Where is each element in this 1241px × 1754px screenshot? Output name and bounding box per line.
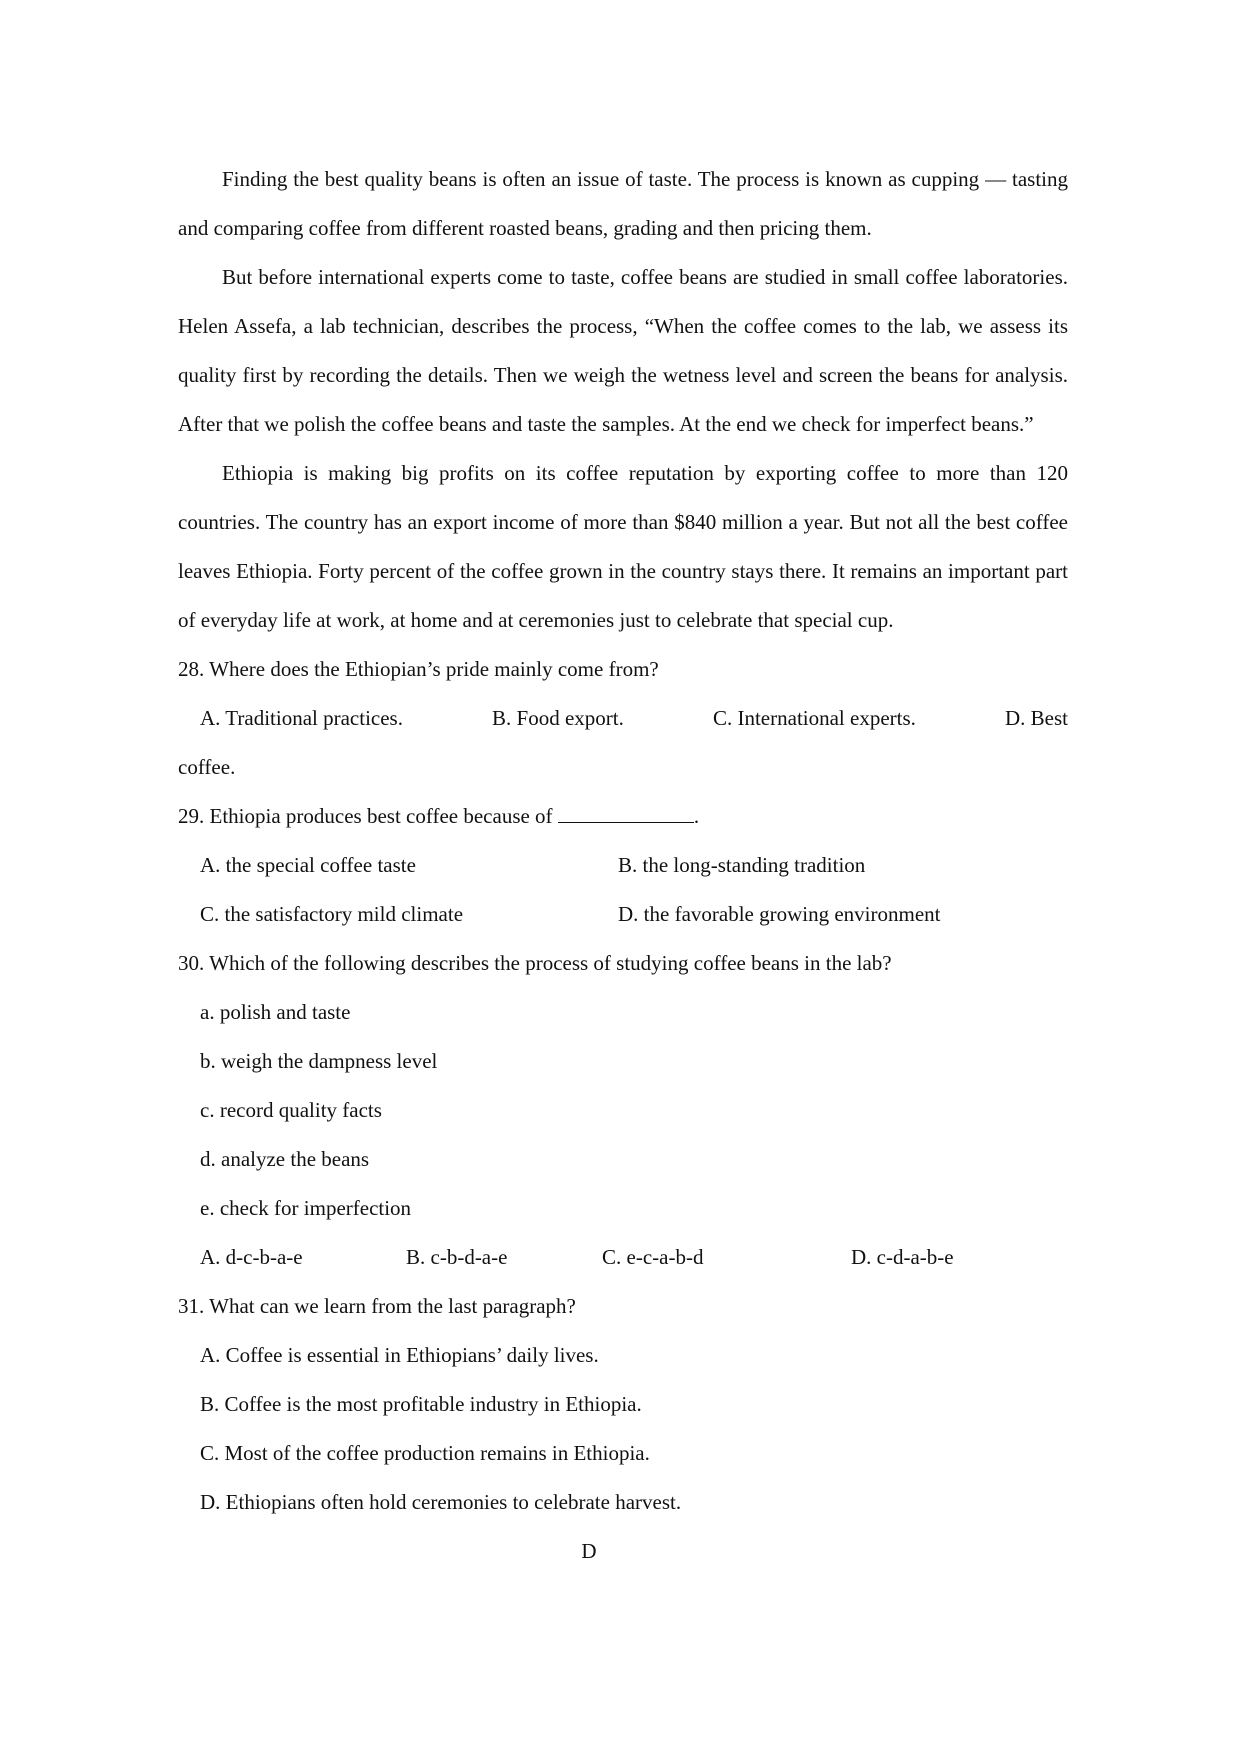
question-30-step-a: a. polish and taste <box>200 1000 351 1024</box>
question-30-step-d: d. analyze the beans <box>200 1147 370 1171</box>
question-29-option-d: D. the favorable growing environment <box>618 902 941 926</box>
question-28-stem: 28. Where does the Ethiopian’s pride mainly come from? <box>178 657 659 681</box>
question-30-option-b: B. c-b-d-a-e <box>406 1245 508 1269</box>
question-31-stem: 31. What can we learn from the last paragraph? <box>178 1294 576 1318</box>
passage-paragraph-2: But before international experts come to taste, coffee beans are studied in small coffee laboratories. Helen Assefa, a lab technician, describes the process, “When the coffee comes to the lab, we assess its quality first by recording the details. Then we weigh the wetness level and screen the beans for analysis. After that we polish the coffee beans and taste the samples. At the end we check for imperfect beans.” <box>178 265 1068 436</box>
question-28-option-d: D. Best <box>1004 706 1068 730</box>
question-29-options-row-1 <box>178 841 1068 890</box>
answer-blank <box>558 804 694 823</box>
passage-paragraph-1: Finding the best quality beans is often an issue of taste. The process is known as cupping — tasting and comparing coffee from different roasted beans, grading and then pricing them. <box>178 167 1068 240</box>
question-29-stem <box>178 792 1068 841</box>
question-29-option-b: B. the long-standing tradition <box>618 853 866 877</box>
section-heading-d: D <box>581 1539 597 1563</box>
question-29-stem-end: . <box>693 804 700 828</box>
page-content <box>178 155 1068 1576</box>
passage-paragraph-3: Ethiopia is making big profits on its coffee reputation by exporting coffee to more than 120 countries. The country has an export income of more than $840 million a year. But not all the best coffee leaves Ethiopia. Forty percent of the coffee grown in the country stays there. It remains an important part of everyday life at work, at home and at ceremonies just to celebrate that special cup. <box>178 461 1068 632</box>
question-31-option-c: C. Most of the coffee production remains in Ethiopia. <box>200 1441 650 1465</box>
question-30-stem: 30. Which of the following describes the process of studying coffee beans in the lab? <box>178 951 892 975</box>
question-29-stem-text: 29. Ethiopia produces best coffee because of <box>178 804 558 828</box>
question-29-options-row-2 <box>178 890 1068 939</box>
question-28-option-c: C. International experts. <box>712 706 916 730</box>
question-30-step-b: b. weigh the dampness level <box>200 1049 438 1073</box>
question-31-option-a: A. Coffee is essential in Ethiopians’ daily lives. <box>200 1343 599 1367</box>
question-29-option-c: C. the satisfactory mild climate <box>200 902 464 926</box>
question-28-option-d-continued: coffee. <box>178 755 236 779</box>
question-29-option-a: A. the special coffee taste <box>200 853 416 877</box>
question-31-option-b: B. Coffee is the most profitable industry in Ethiopia. <box>200 1392 642 1416</box>
question-28-option-a: A. Traditional practices. <box>200 706 403 730</box>
question-30-option-a: A. d-c-b-a-e <box>200 1245 303 1269</box>
question-28-options <box>178 694 1068 792</box>
question-30-option-d: D. c-d-a-b-e <box>851 1245 954 1269</box>
question-28-option-b: B. Food export. <box>492 706 624 730</box>
question-30-step-c: c. record quality facts <box>200 1098 382 1122</box>
question-31-option-d: D. Ethiopians often hold ceremonies to celebrate harvest. <box>200 1490 682 1514</box>
question-30-option-c: C. e-c-a-b-d <box>602 1245 704 1269</box>
question-30-step-e: e. check for imperfection <box>200 1196 412 1220</box>
question-30-options <box>178 1233 1068 1282</box>
